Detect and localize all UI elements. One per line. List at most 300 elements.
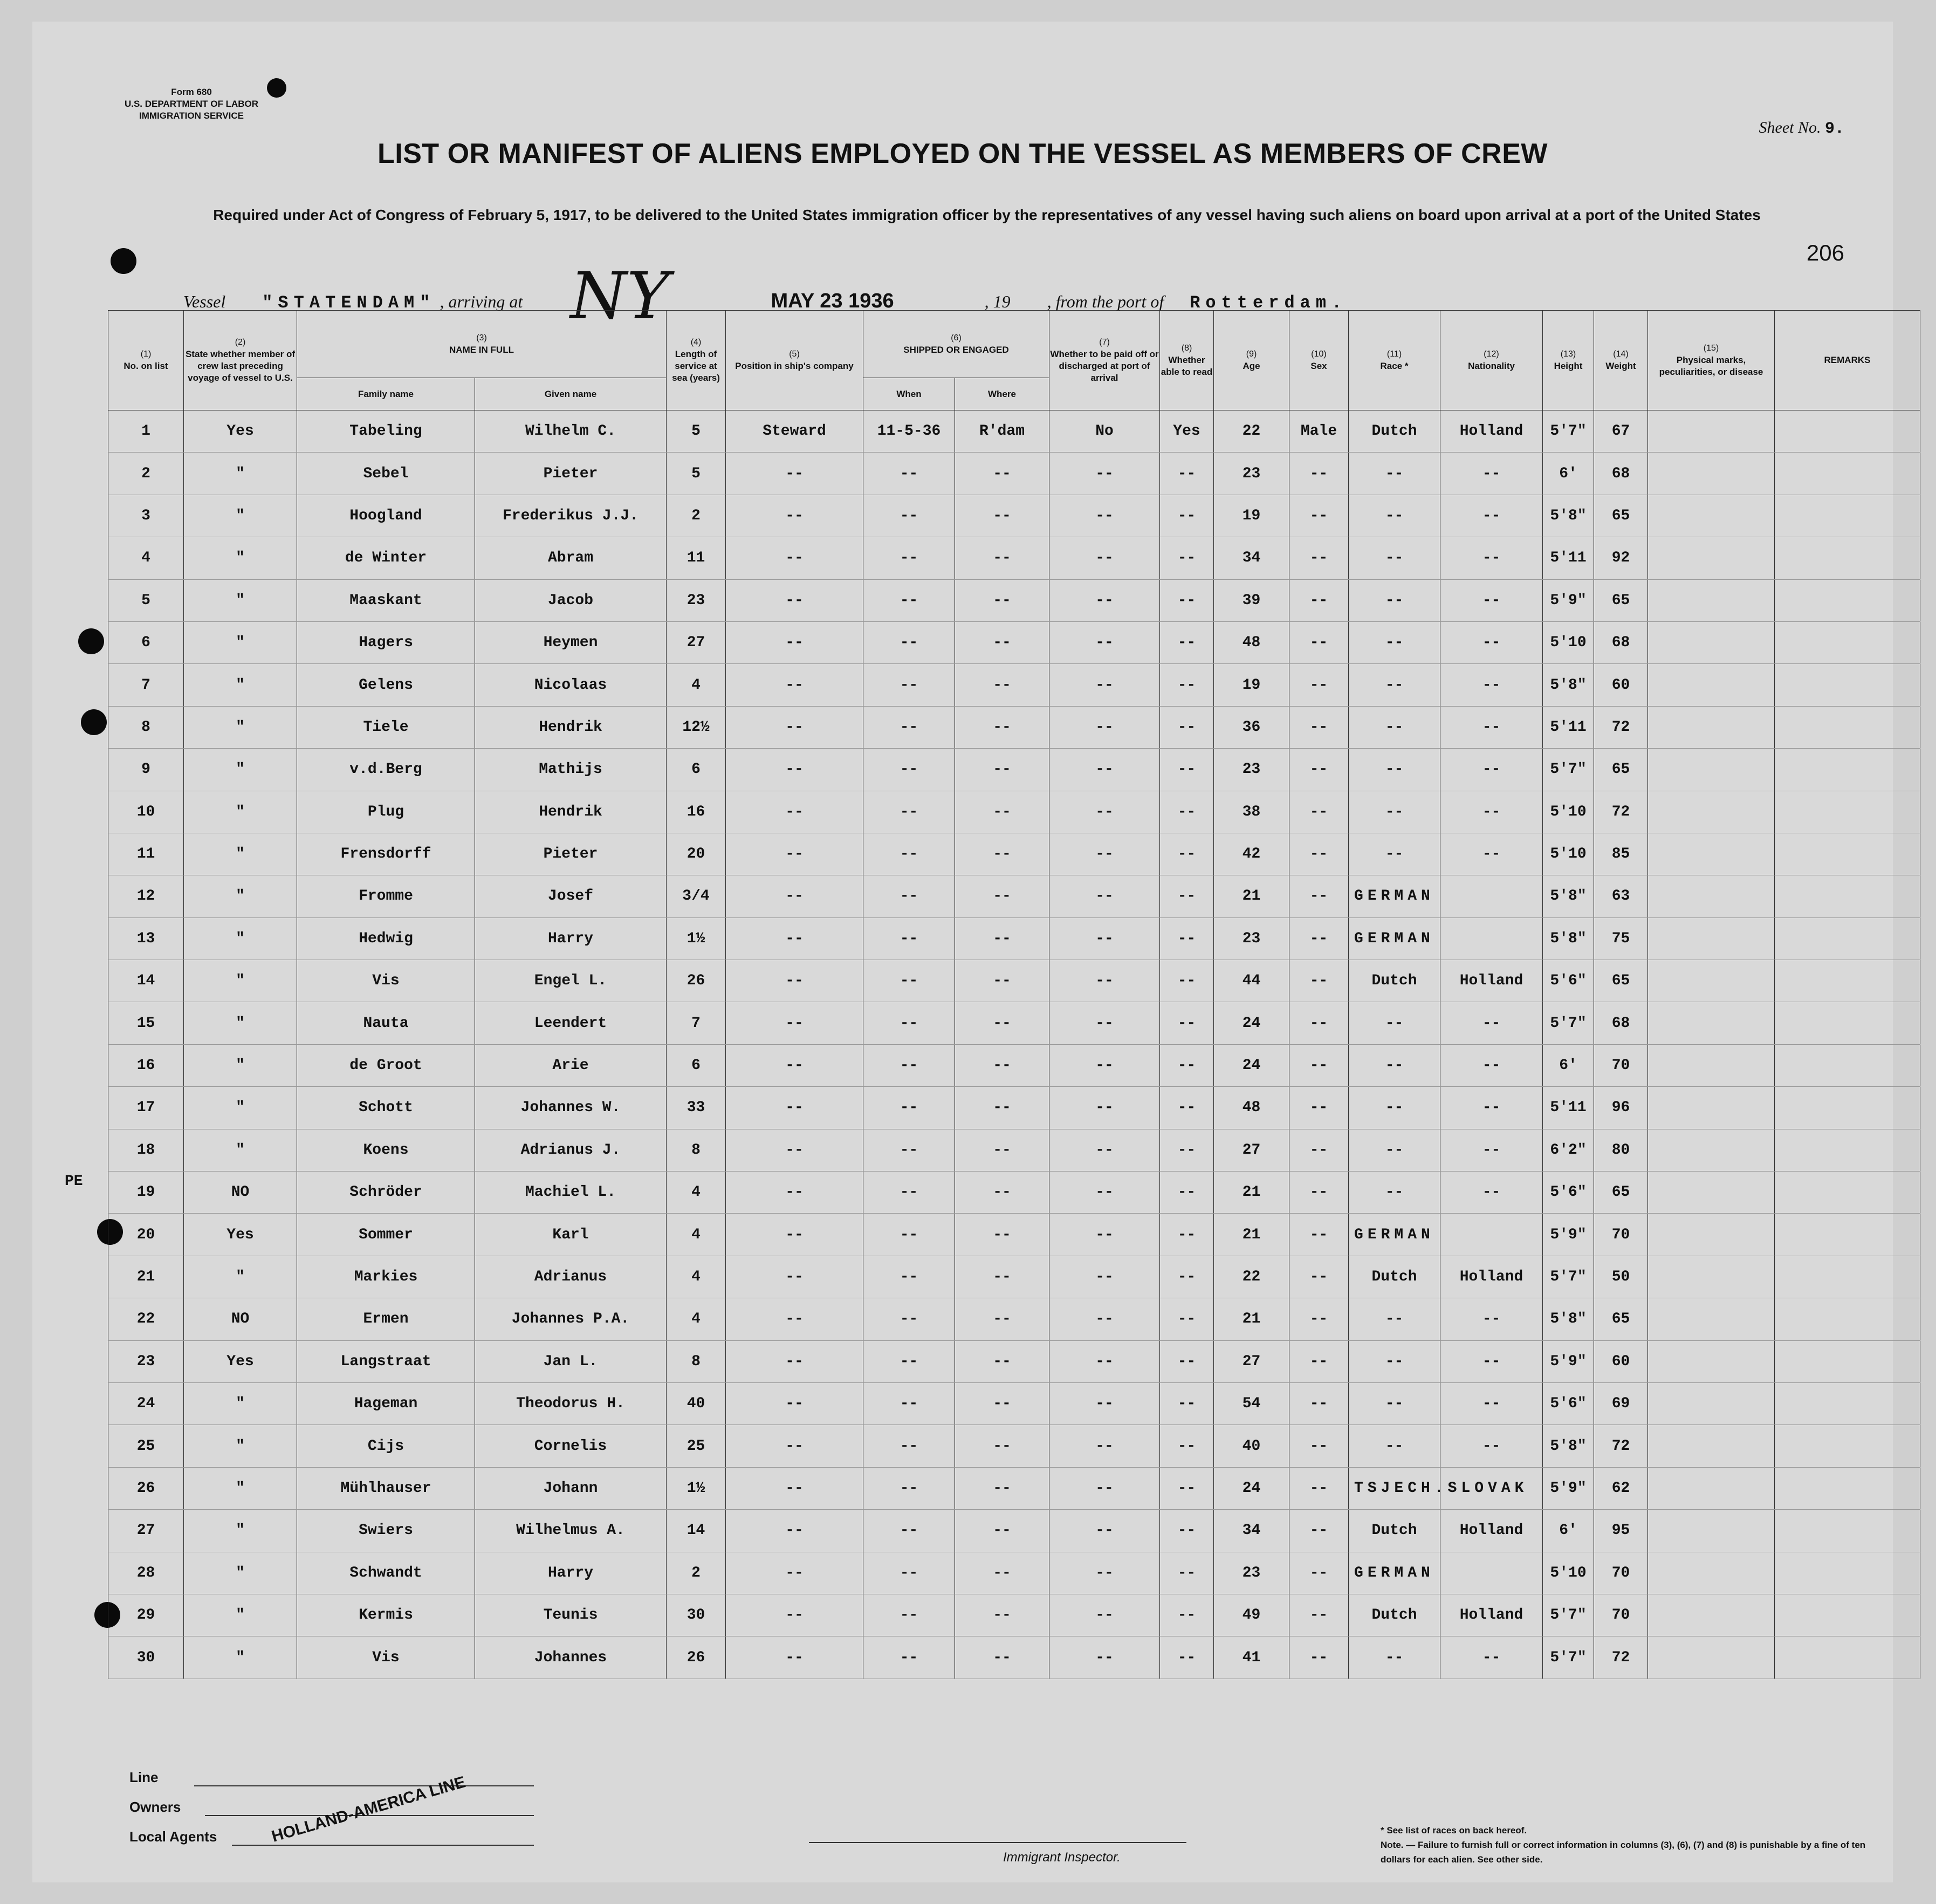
cell-remarks [1775, 621, 1920, 663]
cell-able-to-read: -- [1160, 1214, 1214, 1256]
cell-weight: 65 [1594, 495, 1648, 537]
footer-agents-label: Local Agents [129, 1828, 217, 1845]
table-row [108, 1594, 1920, 1636]
cell-previous-voyage: " [184, 749, 297, 791]
punch-hole [81, 709, 107, 735]
cell-height: 6' [1543, 1510, 1594, 1552]
col-sex: (10) Sex [1289, 311, 1349, 410]
cell-service-years: 11 [667, 537, 726, 579]
cell-service-years: 3/4 [667, 875, 726, 917]
cell-previous-voyage: " [184, 495, 297, 537]
table-row [108, 833, 1920, 875]
cell-previous-voyage: " [184, 1467, 297, 1509]
cell-family-name: Hagers [297, 621, 475, 663]
cell-previous-voyage: " [184, 664, 297, 706]
cell-family-name: Cijs [297, 1425, 475, 1467]
cell-shipped-where: -- [955, 1002, 1049, 1044]
cell-age: 24 [1214, 1044, 1289, 1086]
cell-weight: 69 [1594, 1382, 1648, 1424]
cell-family-name: Langstraat [297, 1340, 475, 1382]
col-race: (11) Race * [1349, 311, 1440, 410]
cell-weight: 68 [1594, 1002, 1648, 1044]
cell-paid-off: -- [1049, 1214, 1160, 1256]
cell-age: 19 [1214, 495, 1289, 537]
cell-physical-marks [1648, 1087, 1775, 1129]
cell-paid-off: -- [1049, 875, 1160, 917]
cell-sex: -- [1289, 453, 1349, 495]
cell-service-years: 4 [667, 1214, 726, 1256]
cell-service-years: 25 [667, 1425, 726, 1467]
table-row [108, 621, 1920, 663]
cell-position: -- [726, 579, 863, 621]
cell-physical-marks [1648, 1172, 1775, 1214]
cell-previous-voyage: " [184, 1087, 297, 1129]
cell-shipped-where: -- [955, 1044, 1049, 1086]
cell-paid-off: -- [1049, 1382, 1160, 1424]
table-row [108, 1256, 1920, 1298]
cell-given-name: Harry [475, 917, 667, 960]
cell-race: -- [1349, 1298, 1440, 1340]
cell-nationality: -- [1440, 1636, 1543, 1679]
cell-shipped-where: -- [955, 875, 1049, 917]
cell-sex: -- [1289, 791, 1349, 833]
crew-rows [108, 410, 1920, 1679]
cell-physical-marks [1648, 1467, 1775, 1509]
cell-shipped-where: -- [955, 1636, 1049, 1679]
cell-race: -- [1349, 664, 1440, 706]
cell-service-years: 7 [667, 1002, 726, 1044]
from-port: Rotterdam. [1190, 293, 1348, 313]
cell-position: -- [726, 1129, 863, 1171]
cell-given-name: Adrianus J. [475, 1129, 667, 1171]
cell-race: -- [1349, 1340, 1440, 1382]
cell-previous-voyage: " [184, 621, 297, 663]
cell-given-name: Pieter [475, 453, 667, 495]
cell-height: 5'8" [1543, 664, 1594, 706]
cell-position: -- [726, 749, 863, 791]
cell-race: Dutch [1349, 1256, 1440, 1298]
cell-race: -- [1349, 495, 1440, 537]
cell-row-number: 25 [108, 1425, 184, 1467]
cell-service-years: 14 [667, 1510, 726, 1552]
cell-row-number: 20 [108, 1214, 184, 1256]
col-weight: (14) Weight [1594, 311, 1648, 410]
cell-row-number: 24 [108, 1382, 184, 1424]
cell-row-number: 14 [108, 960, 184, 1002]
cell-paid-off: -- [1049, 706, 1160, 748]
cell-remarks [1775, 1087, 1920, 1129]
cell-given-name: Machiel L. [475, 1172, 667, 1214]
cell-able-to-read: -- [1160, 453, 1214, 495]
cell-previous-voyage: " [184, 453, 297, 495]
cell-weight: 96 [1594, 1087, 1648, 1129]
arrival-port: NY [570, 259, 670, 334]
cell-height: 6'2" [1543, 1129, 1594, 1171]
cell-physical-marks [1648, 621, 1775, 663]
cell-age: 21 [1214, 1298, 1289, 1340]
cell-family-name: Hageman [297, 1382, 475, 1424]
cell-service-years: 4 [667, 1298, 726, 1340]
cell-position: -- [726, 706, 863, 748]
cell-position: -- [726, 1214, 863, 1256]
cell-weight: 65 [1594, 749, 1648, 791]
cell-remarks [1775, 1298, 1920, 1340]
cell-family-name: Vis [297, 960, 475, 1002]
cell-row-number: 19 [108, 1172, 184, 1214]
cell-shipped-where: -- [955, 1382, 1049, 1424]
table-row [108, 1002, 1920, 1044]
cell-race: TSJECH.SLOVAK [1349, 1467, 1440, 1509]
cell-remarks [1775, 1425, 1920, 1467]
cell-race: GERMAN [1349, 917, 1440, 960]
cell-weight: 72 [1594, 706, 1648, 748]
cell-family-name: v.d.Berg [297, 749, 475, 791]
cell-previous-voyage: " [184, 1044, 297, 1086]
cell-physical-marks [1648, 1002, 1775, 1044]
cell-shipped-where: -- [955, 1467, 1049, 1509]
cell-able-to-read: -- [1160, 1172, 1214, 1214]
cell-sex: -- [1289, 1594, 1349, 1636]
cell-sex: -- [1289, 1425, 1349, 1467]
cell-height: 5'8" [1543, 1298, 1594, 1340]
margin-mark: PE [65, 1173, 83, 1190]
cell-shipped-when: -- [863, 1510, 955, 1552]
cell-race: GERMAN [1349, 1214, 1440, 1256]
cell-physical-marks [1648, 495, 1775, 537]
cell-remarks [1775, 1256, 1920, 1298]
cell-nationality: -- [1440, 1129, 1543, 1171]
cell-age: 34 [1214, 537, 1289, 579]
cell-previous-voyage: " [184, 960, 297, 1002]
cell-row-number: 4 [108, 537, 184, 579]
cell-remarks [1775, 579, 1920, 621]
cell-paid-off: -- [1049, 1172, 1160, 1214]
cell-able-to-read: -- [1160, 579, 1214, 621]
table-row [108, 1340, 1920, 1382]
cell-previous-voyage: Yes [184, 1340, 297, 1382]
cell-paid-off: -- [1049, 1636, 1160, 1679]
cell-paid-off: -- [1049, 495, 1160, 537]
cell-previous-voyage: " [184, 1425, 297, 1467]
cell-sex: -- [1289, 917, 1349, 960]
cell-family-name: Schröder [297, 1172, 475, 1214]
cell-service-years: 26 [667, 1636, 726, 1679]
cell-remarks [1775, 917, 1920, 960]
cell-paid-off: -- [1049, 749, 1160, 791]
cell-row-number: 11 [108, 833, 184, 875]
cell-remarks [1775, 1467, 1920, 1509]
cell-family-name: Hoogland [297, 495, 475, 537]
cell-family-name: Kermis [297, 1594, 475, 1636]
cell-height: 5'7" [1543, 410, 1594, 453]
cell-previous-voyage: " [184, 537, 297, 579]
cell-remarks [1775, 1044, 1920, 1086]
cell-nationality: -- [1440, 664, 1543, 706]
cell-given-name: Abram [475, 537, 667, 579]
cell-row-number: 29 [108, 1594, 184, 1636]
cell-sex: -- [1289, 1256, 1349, 1298]
table-row [108, 453, 1920, 495]
cell-remarks [1775, 1594, 1920, 1636]
cell-nationality [1440, 917, 1543, 960]
cell-family-name: Tiele [297, 706, 475, 748]
cell-remarks [1775, 1382, 1920, 1424]
cell-paid-off: No [1049, 410, 1160, 453]
cell-physical-marks [1648, 1256, 1775, 1298]
cell-nationality: -- [1440, 749, 1543, 791]
form-header [102, 86, 280, 122]
table-row [108, 917, 1920, 960]
cell-shipped-where: -- [955, 749, 1049, 791]
cell-row-number: 16 [108, 1044, 184, 1086]
cell-previous-voyage: " [184, 1256, 297, 1298]
cell-sex: -- [1289, 706, 1349, 748]
cell-age: 27 [1214, 1129, 1289, 1171]
cell-sex: -- [1289, 833, 1349, 875]
cell-sex: -- [1289, 1002, 1349, 1044]
cell-age: 19 [1214, 664, 1289, 706]
cell-height: 5'7" [1543, 1256, 1594, 1298]
cell-weight: 95 [1594, 1510, 1648, 1552]
cell-remarks [1775, 1552, 1920, 1594]
cell-given-name: Mathijs [475, 749, 667, 791]
cell-nationality: -- [1440, 579, 1543, 621]
cell-row-number: 27 [108, 1510, 184, 1552]
page-title: LIST OR MANIFEST OF ALIENS EMPLOYED ON THE VESSEL AS MEMBERS OF CREW [377, 138, 1548, 169]
cell-row-number: 13 [108, 917, 184, 960]
cell-weight: 70 [1594, 1552, 1648, 1594]
cell-position: -- [726, 1467, 863, 1509]
cell-physical-marks [1648, 579, 1775, 621]
cell-age: 42 [1214, 833, 1289, 875]
cell-physical-marks [1648, 960, 1775, 1002]
cell-given-name: Hendrik [475, 706, 667, 748]
cell-given-name: Adrianus [475, 1256, 667, 1298]
cell-remarks [1775, 410, 1920, 453]
table-row [108, 960, 1920, 1002]
cell-sex: -- [1289, 749, 1349, 791]
cell-age: 24 [1214, 1467, 1289, 1509]
cell-given-name: Wilhelmus A. [475, 1510, 667, 1552]
cell-able-to-read: -- [1160, 1340, 1214, 1382]
cell-age: 23 [1214, 749, 1289, 791]
cell-family-name: Markies [297, 1256, 475, 1298]
cell-nationality: -- [1440, 1172, 1543, 1214]
cell-nationality: -- [1440, 1425, 1543, 1467]
cell-family-name: Ermen [297, 1298, 475, 1340]
table-row [108, 1636, 1920, 1679]
service: IMMIGRATION SERVICE [139, 111, 244, 121]
cell-shipped-where: -- [955, 453, 1049, 495]
cell-weight: 63 [1594, 875, 1648, 917]
cell-height: 6' [1543, 453, 1594, 495]
cell-sex: -- [1289, 1298, 1349, 1340]
col-name: (3) NAME IN FULL [297, 311, 667, 378]
cell-weight: 75 [1594, 917, 1648, 960]
cell-height: 5'11 [1543, 537, 1594, 579]
cell-able-to-read: -- [1160, 621, 1214, 663]
cell-previous-voyage: " [184, 1552, 297, 1594]
cell-position: -- [726, 1044, 863, 1086]
table-row [108, 579, 1920, 621]
cell-race: -- [1349, 1129, 1440, 1171]
cell-family-name: Nauta [297, 1002, 475, 1044]
note-penalty: Note. — Failure to furnish full or correct information in columns (3), (6), (7) and (8) is punishable by a fine of ten dollars for each alien. See other side. [1381, 1840, 1866, 1865]
cell-previous-voyage: Yes [184, 1214, 297, 1256]
table-row [108, 791, 1920, 833]
cell-paid-off: -- [1049, 917, 1160, 960]
cell-shipped-when: -- [863, 1425, 955, 1467]
cell-sex: -- [1289, 1129, 1349, 1171]
cell-position: -- [726, 1002, 863, 1044]
col-service: (4) Length of service at sea (years) [667, 311, 726, 410]
cell-shipped-where: -- [955, 917, 1049, 960]
cell-nationality: -- [1440, 453, 1543, 495]
cell-remarks [1775, 1002, 1920, 1044]
cell-service-years: 8 [667, 1340, 726, 1382]
cell-height: 5'6" [1543, 1172, 1594, 1214]
cell-age: 34 [1214, 1510, 1289, 1552]
cell-weight: 85 [1594, 833, 1648, 875]
cell-height: 5'10 [1543, 621, 1594, 663]
table-row [108, 706, 1920, 748]
cell-sex: -- [1289, 1214, 1349, 1256]
cell-position: -- [726, 791, 863, 833]
cell-weight: 50 [1594, 1256, 1648, 1298]
cell-previous-voyage: " [184, 1510, 297, 1552]
cell-race: -- [1349, 579, 1440, 621]
cell-shipped-where: -- [955, 579, 1049, 621]
table-row [108, 875, 1920, 917]
cell-able-to-read: -- [1160, 917, 1214, 960]
cell-paid-off: -- [1049, 537, 1160, 579]
cell-service-years: 4 [667, 664, 726, 706]
cell-sex: -- [1289, 1510, 1349, 1552]
cell-age: 21 [1214, 1214, 1289, 1256]
cell-race: -- [1349, 1425, 1440, 1467]
cell-service-years: 30 [667, 1594, 726, 1636]
cell-physical-marks [1648, 453, 1775, 495]
cell-nationality: Holland [1440, 1510, 1543, 1552]
cell-age: 40 [1214, 1425, 1289, 1467]
col-nationality: (12) Nationality [1440, 311, 1543, 410]
cell-position: -- [726, 495, 863, 537]
cell-shipped-where: -- [955, 791, 1049, 833]
cell-position: -- [726, 453, 863, 495]
cell-able-to-read: -- [1160, 1382, 1214, 1424]
arriving-label: , arriving at [440, 292, 523, 311]
cell-nationality: Holland [1440, 1256, 1543, 1298]
note-races: * See list of races on back hereof. [1381, 1825, 1527, 1835]
cell-given-name: Jacob [475, 579, 667, 621]
cell-shipped-when: -- [863, 917, 955, 960]
cell-weight: 68 [1594, 453, 1648, 495]
cell-height: 5'10 [1543, 833, 1594, 875]
cell-able-to-read: -- [1160, 1044, 1214, 1086]
col-remarks: REMARKS [1775, 311, 1920, 410]
punch-hole [78, 628, 104, 654]
cell-given-name: Harry [475, 1552, 667, 1594]
cell-able-to-read: -- [1160, 960, 1214, 1002]
cell-weight: 72 [1594, 791, 1648, 833]
cell-position: -- [726, 1594, 863, 1636]
cell-able-to-read: -- [1160, 1636, 1214, 1679]
cell-nationality: -- [1440, 621, 1543, 663]
cell-physical-marks [1648, 664, 1775, 706]
cell-age: 48 [1214, 1087, 1289, 1129]
cell-sex: -- [1289, 537, 1349, 579]
cell-position: -- [726, 917, 863, 960]
cell-age: 22 [1214, 1256, 1289, 1298]
cell-shipped-when: -- [863, 960, 955, 1002]
cell-sex: -- [1289, 1467, 1349, 1509]
footer-owners-label: Owners [129, 1799, 181, 1815]
cell-paid-off: -- [1049, 1298, 1160, 1340]
footer-line-label: Line [129, 1769, 159, 1785]
cell-age: 49 [1214, 1594, 1289, 1636]
cell-height: 6' [1543, 1044, 1594, 1086]
cell-sex: -- [1289, 1044, 1349, 1086]
cell-physical-marks [1648, 1298, 1775, 1340]
cell-shipped-when: -- [863, 1552, 955, 1594]
col-paid-off: (7) Whether to be paid off or discharged at port of arrival [1049, 311, 1160, 410]
cell-height: 5'8" [1543, 875, 1594, 917]
cell-weight: 72 [1594, 1425, 1648, 1467]
cell-height: 5'9" [1543, 1467, 1594, 1509]
cell-remarks [1775, 1129, 1920, 1171]
cell-shipped-when: -- [863, 706, 955, 748]
cell-sex: -- [1289, 495, 1349, 537]
cell-service-years: 8 [667, 1129, 726, 1171]
cell-able-to-read: -- [1160, 1552, 1214, 1594]
cell-age: 41 [1214, 1636, 1289, 1679]
cell-previous-voyage: " [184, 1636, 297, 1679]
cell-previous-voyage: " [184, 875, 297, 917]
cell-family-name: Maaskant [297, 579, 475, 621]
cell-given-name: Johann [475, 1467, 667, 1509]
sheet-number-value: 9. [1824, 120, 1844, 138]
cell-row-number: 6 [108, 621, 184, 663]
cell-position: -- [726, 1510, 863, 1552]
cell-nationality: -- [1440, 1002, 1543, 1044]
cell-weight: 65 [1594, 579, 1648, 621]
cell-paid-off: -- [1049, 791, 1160, 833]
cell-shipped-when: -- [863, 1172, 955, 1214]
cell-shipped-where: -- [955, 664, 1049, 706]
cell-able-to-read: -- [1160, 1002, 1214, 1044]
cell-physical-marks [1648, 1552, 1775, 1594]
footer-notes [1381, 1823, 1866, 1867]
table-row [108, 1467, 1920, 1509]
cell-nationality: -- [1440, 791, 1543, 833]
col-previous-voyage: (2) State whether member of crew last preceding voyage of vessel to U.S. [184, 311, 297, 410]
cell-able-to-read: -- [1160, 1256, 1214, 1298]
cell-paid-off: -- [1049, 833, 1160, 875]
cell-given-name: Arie [475, 1044, 667, 1086]
sheet-number [1759, 119, 1845, 138]
cell-paid-off: -- [1049, 664, 1160, 706]
cell-service-years: 4 [667, 1256, 726, 1298]
cell-position: -- [726, 960, 863, 1002]
cell-race: -- [1349, 833, 1440, 875]
cell-given-name: Pieter [475, 833, 667, 875]
cell-able-to-read: -- [1160, 791, 1214, 833]
cell-service-years: 6 [667, 749, 726, 791]
col-family-name: Family name [297, 378, 475, 410]
cell-race: -- [1349, 453, 1440, 495]
cell-service-years: 20 [667, 833, 726, 875]
cell-shipped-where: -- [955, 1425, 1049, 1467]
